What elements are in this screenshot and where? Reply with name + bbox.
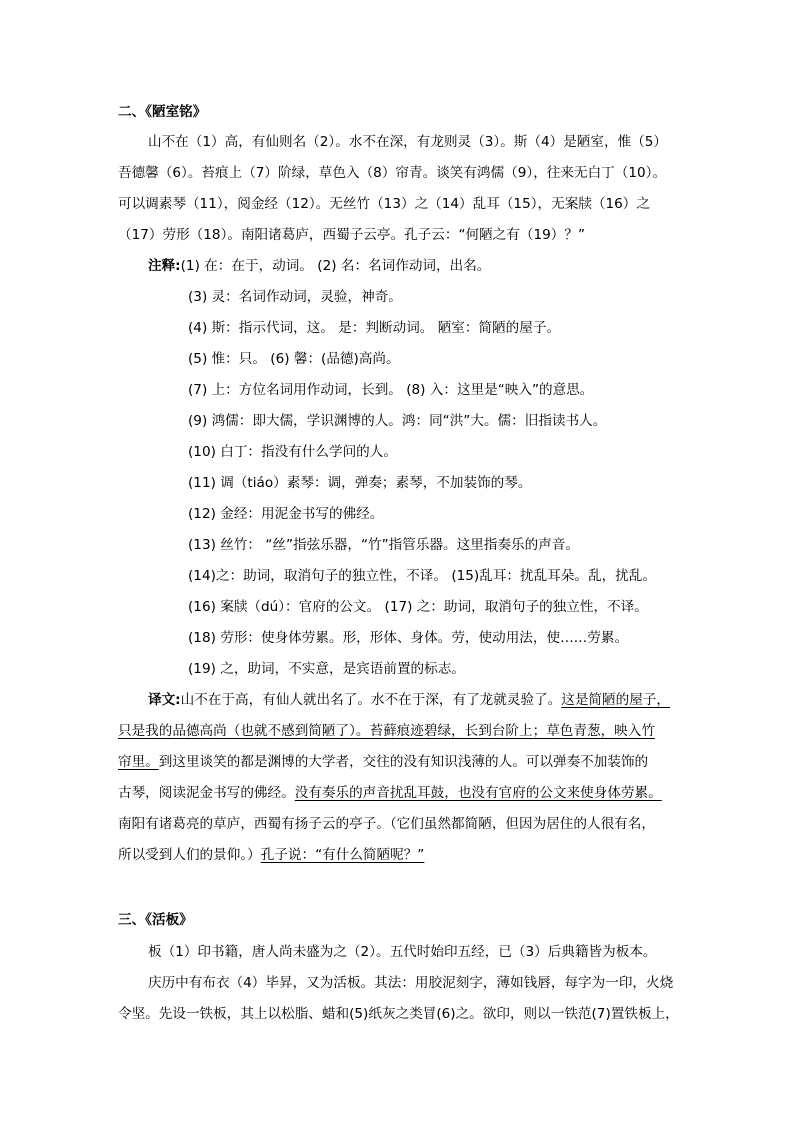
passage-line: 可以调素琴（11），阅金经（12）。无丝竹（13）之（14）乱耳（15），无案牍（16）之 (118, 196, 650, 212)
underlined-text: 苔藓痕迹碧绿，长到台阶上；草色青葱，映入竹 (369, 723, 655, 739)
translation-text: 到这里谈笑的都是渊博的大学者，交往的没有知识浅薄的人。可以弹奏不加装饰的 (158, 754, 649, 770)
translation-text: 所以受到人们的景仰。） (118, 847, 261, 863)
translation-line (148, 690, 670, 710)
underlined-text: 帘里。 (118, 754, 159, 770)
passage-line: 庆历中有布衣（4）毕昇，又为活板。其法：用胶泥刻字，薄如钱唇，每字为一印，火烧 (148, 975, 674, 991)
note-line: (7) 上：方位名词用作动词，长到。 (8) 入：这里是“映入”的意思。 (188, 382, 594, 398)
section-heading: 二、《陋室铭》 (118, 104, 207, 120)
note-line: (19) 之，助词，不实意，是宾语前置的标志。 (188, 661, 465, 677)
note-line: (11) 调（tiáo）素琴：调，弹奏；素琴，不加装饰的琴。 (188, 475, 532, 491)
note-line: (9) 鸿儒：即大儒，学识渊博的人。鸿：同“洪”大。儒：旧指读书人。 (188, 413, 607, 429)
note-line: (13) 丝竹： “丝”指弦乐器，“竹”指管乐器。这里指奏乐的声音。 (188, 537, 579, 553)
translation-text: 古琴，阅读泥金书写的佛经。 (118, 785, 295, 801)
translation-line (118, 845, 424, 865)
note-text: (1) 在：在于，动词。 (2) 名：名词作动词，出名。 (180, 258, 491, 274)
underlined-text: 孔子说：“有什么简陋呢？” (260, 847, 425, 863)
underlined-text: 只是我的品德高尚（也就不感到简陋了）。 (118, 723, 370, 739)
note-line: (18) 劳形：使身体劳累。形，形体、身体。劳，使动用法，使……劳累。 (188, 630, 629, 646)
passage-line: 板（1）印书籍，唐人尚未盛为之（2）。五代时始印五经，已（3）后典籍皆为板本。 (148, 944, 657, 960)
note-line: (3) 灵：名词作动词，灵验，神奇。 (188, 289, 402, 305)
passage-line: 山不在（1）高，有仙则名（2）。水不在深，有龙则灵（3）。斯（4）是陋室，惟（5） (148, 134, 668, 150)
note-line: (10) 白丁：指没有什么学问的人。 (188, 444, 397, 460)
passage-line: 令坚。先设一铁板，其上以松脂、蜡和(5)纸灰之类冒(6)之。欲印，则以一铁范(7)置铁板上， (118, 1006, 679, 1022)
notes-label: 注释: (148, 258, 181, 274)
section-heading: 三、《活板》 (118, 912, 193, 928)
passage-line: 吾德馨（6）。苔痕上（7）阶绿，草色入（8）帘青。谈笑有鸿儒（9），往来无白丁（10）。 (118, 165, 667, 181)
note-line: (16) 案牍（dú）：官府的公文。 (17) 之：助词，取消句子的独立性，不译。 (188, 599, 648, 615)
underlined-text: 没有奏乐的声音扰乱耳鼓，也没有官府的公文来使身体劳累。 (294, 785, 662, 801)
translation-label: 译文: (148, 692, 181, 708)
note-line: (12) 金经：用泥金书写的佛经。 (188, 506, 384, 522)
translation-line: 南阳有诸葛亮的草庐，西蜀有扬子云的亭子。（它们虽然都简陋，但因为居住的人很有名， (118, 816, 655, 832)
underlined-text: 这是简陋的屋子， (561, 692, 670, 708)
note-line: (4) 斯：指示代词，这。 是：判断动词。 陋室：简陋的屋子。 (188, 320, 561, 336)
note-line: (14)之：助词，取消句子的独立性，不译。 (15)乱耳：扰乱耳朵。乱，扰乱。 (188, 568, 656, 584)
note-line (148, 256, 490, 276)
translation-line (118, 783, 662, 803)
translation-line (118, 721, 655, 741)
note-line: (5) 惟：只。 (6) 馨：(品德)高尚。 (188, 351, 400, 367)
translation-line (118, 752, 648, 772)
passage-line: （17）劳形（18）。南阳诸葛庐，西蜀子云亭。孔子云：“何陋之有（19）？” (118, 227, 585, 243)
translation-text: 山不在于高，有仙人就出名了。水不在于深，有了龙就灵验了。 (180, 692, 562, 708)
